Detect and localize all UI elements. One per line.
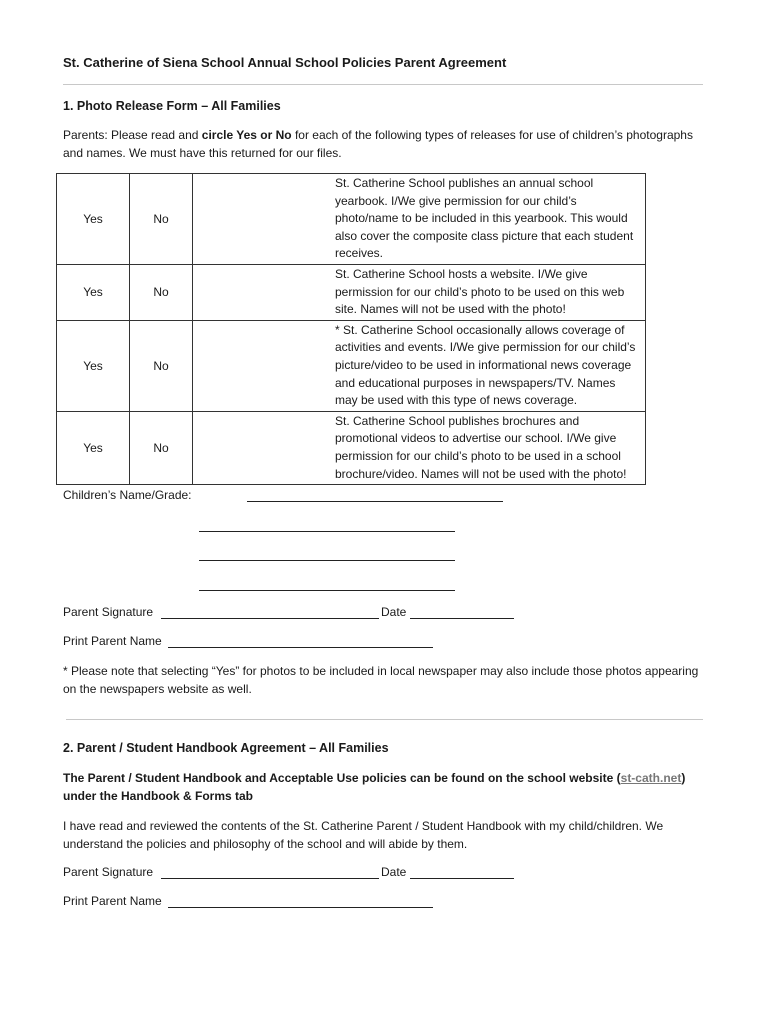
release-text: * St. Catherine School occasionally allows coverage of activities and events. I/We give permission for our child’s picture/video to be used in informational news coverage and educational purposes in newspapers/TV. Names may be used with this type of news coverage. xyxy=(335,322,636,408)
children-name-line-4[interactable] xyxy=(199,590,455,591)
handbook-statement: I have read and reviewed the contents of the St. Catherine Parent / Student Handbook with my child/children. We understand the policies and philosophy of the school and will abide by them. xyxy=(63,819,664,851)
handbook-location-text xyxy=(63,769,703,805)
section1-intro xyxy=(63,126,713,162)
yes-option[interactable]: Yes xyxy=(57,264,130,320)
release-description xyxy=(193,320,646,411)
release-text: St. Catherine School publishes an annual school yearbook. I/We give permission for our child’s photo/name to be included in this yearbook. This would also cover the composite class picture that each student receives. xyxy=(335,176,634,261)
handbook-text: The Parent / Student Handbook and Acceptable Use policies can be found on the school website ( xyxy=(63,771,621,785)
section1-heading: 1. Photo Release Form – All Families xyxy=(63,99,281,113)
print-parent-name-line[interactable] xyxy=(168,647,433,648)
photo-release-table xyxy=(56,173,646,485)
yes-option[interactable]: Yes xyxy=(57,411,130,484)
children-name-label: Children’s Name/Grade: xyxy=(63,488,192,502)
date-label-2: Date xyxy=(381,865,407,879)
date-label: Date xyxy=(381,605,407,619)
yes-option[interactable]: Yes xyxy=(57,174,130,265)
children-name-line-1[interactable] xyxy=(247,501,503,502)
section2-heading: 2. Parent / Student Handbook Agreement – All Families xyxy=(63,741,389,755)
print-parent-name-label-2: Print Parent Name xyxy=(63,894,162,908)
parent-signature-line[interactable] xyxy=(161,618,379,619)
parent-signature-label-2: Parent Signature xyxy=(63,865,154,879)
release-description xyxy=(193,411,646,484)
no-option[interactable]: No xyxy=(130,264,193,320)
release-text: St. Catherine School hosts a website. I/We give permission for our child’s photo to be used on this web site. Names will not be used with the photo! xyxy=(335,266,625,317)
print-parent-name-label: Print Parent Name xyxy=(63,634,162,648)
release-text: St. Catherine School publishes brochures and promotional videos to advertise our school. I/We give permission for our child’s photo to be used in a school brochure/video. Names will not be used with the photo! xyxy=(335,413,627,481)
release-row-website xyxy=(57,264,646,320)
no-option[interactable]: No xyxy=(130,411,193,484)
intro-text: Parents: Please read and xyxy=(63,128,202,142)
date-line[interactable] xyxy=(410,618,514,619)
title-divider xyxy=(63,84,703,85)
print-parent-name-line-2[interactable] xyxy=(168,907,433,908)
parent-signature-label: Parent Signature xyxy=(63,605,154,619)
section-divider xyxy=(66,719,703,720)
children-name-line-3[interactable] xyxy=(199,560,455,561)
release-row-brochures xyxy=(57,411,646,484)
release-row-yearbook xyxy=(57,174,646,265)
release-row-news-coverage xyxy=(57,320,646,411)
children-name-line-2[interactable] xyxy=(199,531,455,532)
release-description xyxy=(193,264,646,320)
yes-option[interactable]: Yes xyxy=(57,320,130,411)
no-option[interactable]: No xyxy=(130,174,193,265)
intro-text-end: for each of the following types of releases for use of children’s photographs and names. We must have this returned for our files. xyxy=(63,128,693,160)
parent-signature-line-2[interactable] xyxy=(161,878,379,879)
date-line-2[interactable] xyxy=(410,878,514,879)
handbook-text-end: ) under the Handbook & Forms tab xyxy=(63,771,686,803)
newspaper-note: * Please note that selecting “Yes” for photos to be included in local newspaper may also include those photos appearing on the newspapers website as well. xyxy=(63,664,699,696)
document-title: St. Catherine of Siena School Annual School Policies Parent Agreement xyxy=(63,55,507,70)
no-option[interactable]: No xyxy=(130,320,193,411)
intro-emphasis: circle Yes or No xyxy=(201,128,292,142)
release-description xyxy=(193,174,646,265)
school-website-link[interactable]: st-cath.net xyxy=(620,771,682,785)
